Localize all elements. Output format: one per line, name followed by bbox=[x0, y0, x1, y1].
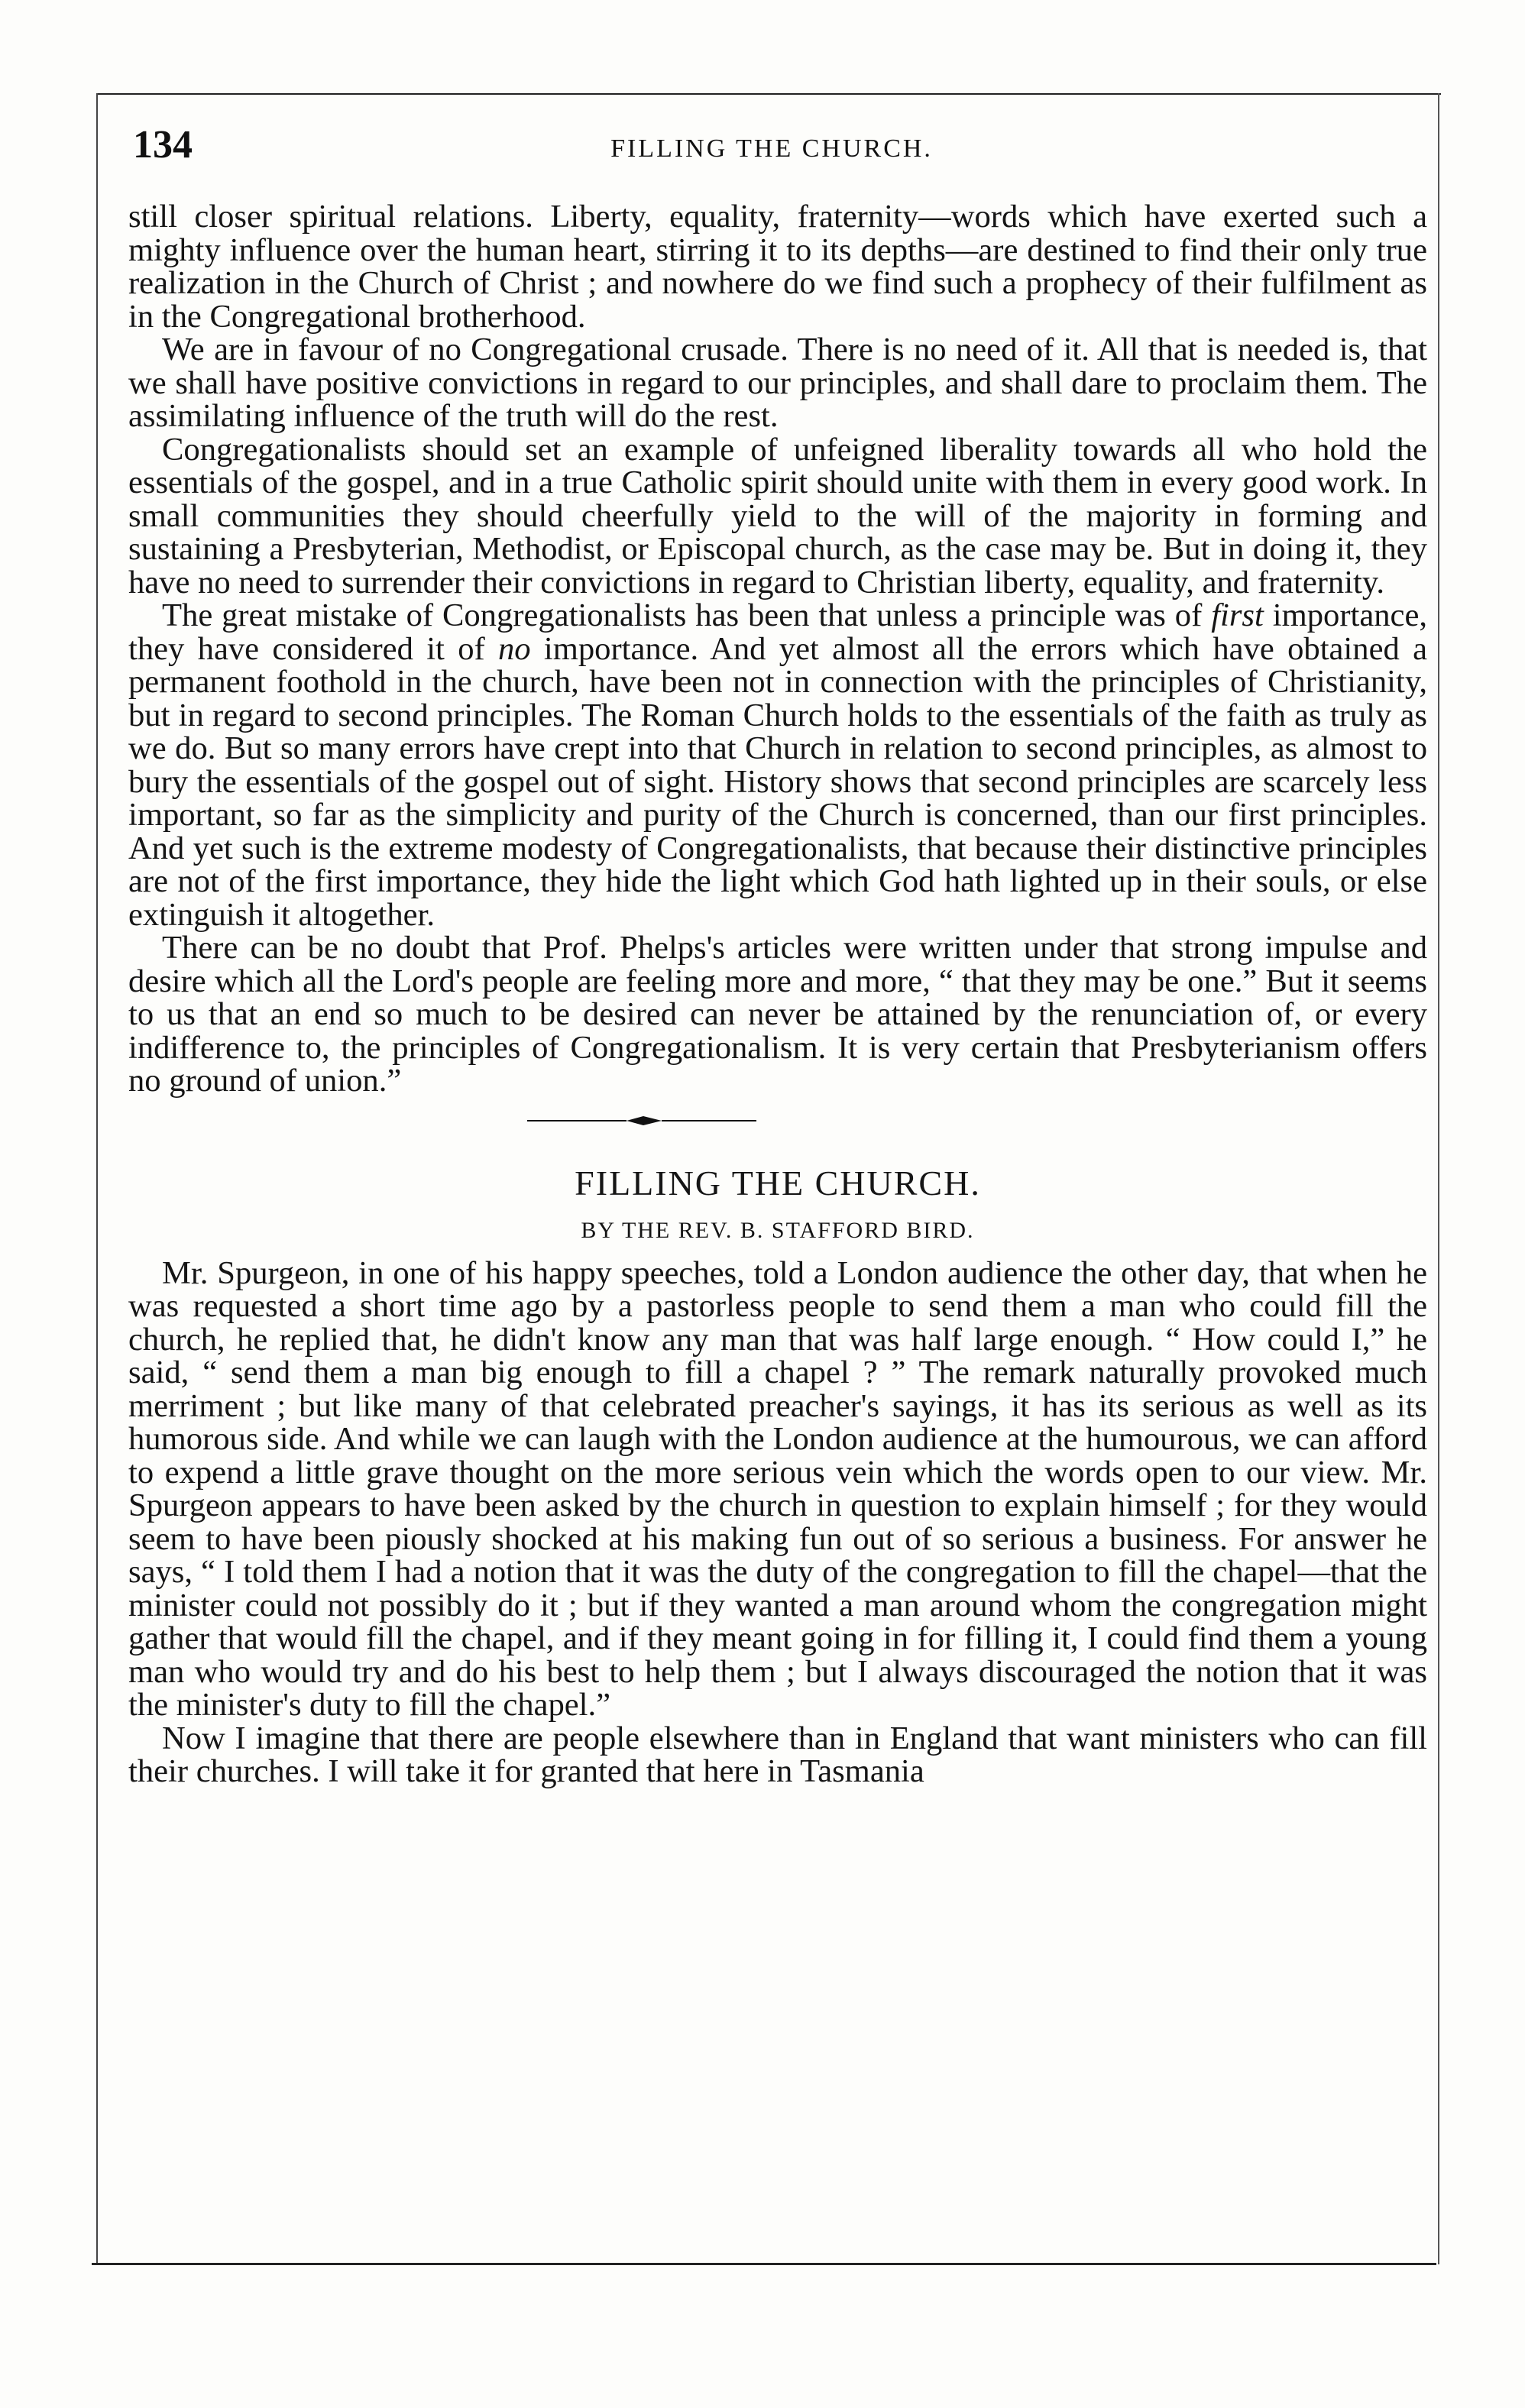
right-border bbox=[1438, 93, 1439, 2264]
body-text bbox=[128, 200, 1427, 1788]
left-border bbox=[96, 93, 98, 2264]
page-header bbox=[122, 115, 1421, 176]
top-rule bbox=[96, 93, 1441, 95]
emphasis: first bbox=[1211, 597, 1264, 633]
paragraph: Mr. Spurgeon, in one of his happy speeches, told a London audience the other day, that when he was requested a short time ago by a pastorless people to send them a man who could fill the church, he replied that, he didn't know any man that was half large enough. “ How could I,” he said, “ send them a man big enough to fill a chapel ? ” The remark naturally provoked much merriment ; but like many of that celebrated preacher's sayings, it has its serious as well as its humorous side. And while we can laugh with the London audience at the humourous, we can afford to expend a little grave thought on the more serious vein which the words open to our view. Mr. Spurgeon appears to have been asked by the church in question to explain himself ; for they would seem to have been piously shocked at his making fun out of so serious a business. For answer he says, “ I told them I had a notion that it was the duty of the congregation to fill the chapel—that the minister could not possibly do it ; but if they wanted a man around whom the congregation might gather that would fill the chapel, and if they meant going in for filling it, I could find them a young man who would try and do his best to help them ; but I always discouraged the notion that it was the minister's duty to fill the chapel.” bbox=[128, 1254, 1427, 1723]
paragraph: There can be no doubt that Prof. Phelps's articles were written under that strong impulse and desire which all the Lord's people are feeling more and more, “ that they may be one.” But it seems to us that an end so much to be desired can never be attained by the renunciation of, or every indifference to, the principles of Congregationalism. It is very certain that Presbyterianism offers no ground of union.” bbox=[128, 930, 1427, 1099]
text-run: importance, they have considered it of bbox=[128, 597, 1427, 667]
paragraph bbox=[128, 599, 1427, 931]
ornamental-divider bbox=[128, 1098, 1427, 1148]
divider-ornament-icon bbox=[527, 1112, 756, 1130]
paragraph-continued: still closer spiritual relations. Liberty, equality, fraternity—words which have exerted such a mighty influence over the human heart, stirring it to its depths—are destined to find their only true realization in the Church of Christ ; and nowhere do we find such a prophecy of their fulfilment as in the Congregational brotherhood. bbox=[128, 199, 1427, 335]
article-title: FILLING THE CHURCH. bbox=[575, 1163, 981, 1202]
page-number: 134 bbox=[133, 123, 193, 167]
emphasis: no bbox=[498, 630, 531, 667]
byline: BY THE REV. B. STAFFORD BIRD. bbox=[581, 1217, 975, 1243]
text-run: The great mistake of Congregationalists has been that unless a principle was of bbox=[162, 597, 1212, 633]
text-run: importance. And yet almost all the errors which have obtained a permanent foothold in the church, have been not in connection with the principles of Christianity, but in regard to second principles. The Roman Church holds to the essentials of the faith as truly as we do. But so many errors have crept into that Church in relation to second principles, as almost to bury the essentials of the gospel out of sight. History shows that second principles are scarcely less important, so far as the simplicity and purity of the Church is concerned, than our first principles. And yet such is the extreme modesty of Congregationalists, that because their distinctive principles are not of the first importance, they hide the light which God hath lighted up in their souls, or else extinguish it altogether. bbox=[128, 630, 1427, 933]
paragraph: Congregationalists should set an example of unfeigned liberality towards all who hold the essentials of the gospel, and in a true Catholic spirit should unite with them in every good work. In small communities they should cheerfully yield to the will of the majority in forming and sustaining a Presbyterian, Methodist, or Episcopal church, as the case may be. But in doing it, they have no need to surrender their convictions in regard to Christian liberty, equality, and fraternity. bbox=[128, 431, 1427, 600]
bottom-rule bbox=[92, 2263, 1436, 2265]
paragraph: Now I imagine that there are people elsewhere than in England that want ministers who can fill their churches. I will take it for granted that here in Tasmania bbox=[128, 1720, 1427, 1789]
paragraph: We are in favour of no Congregational crusade. There is no need of it. All that is needed is, that we shall have positive convictions in regard to our principles, and shall dare to proclaim them. The assimilating influence of the truth will do the rest. bbox=[128, 332, 1427, 434]
running-title: FILLING THE CHURCH. bbox=[610, 134, 933, 163]
